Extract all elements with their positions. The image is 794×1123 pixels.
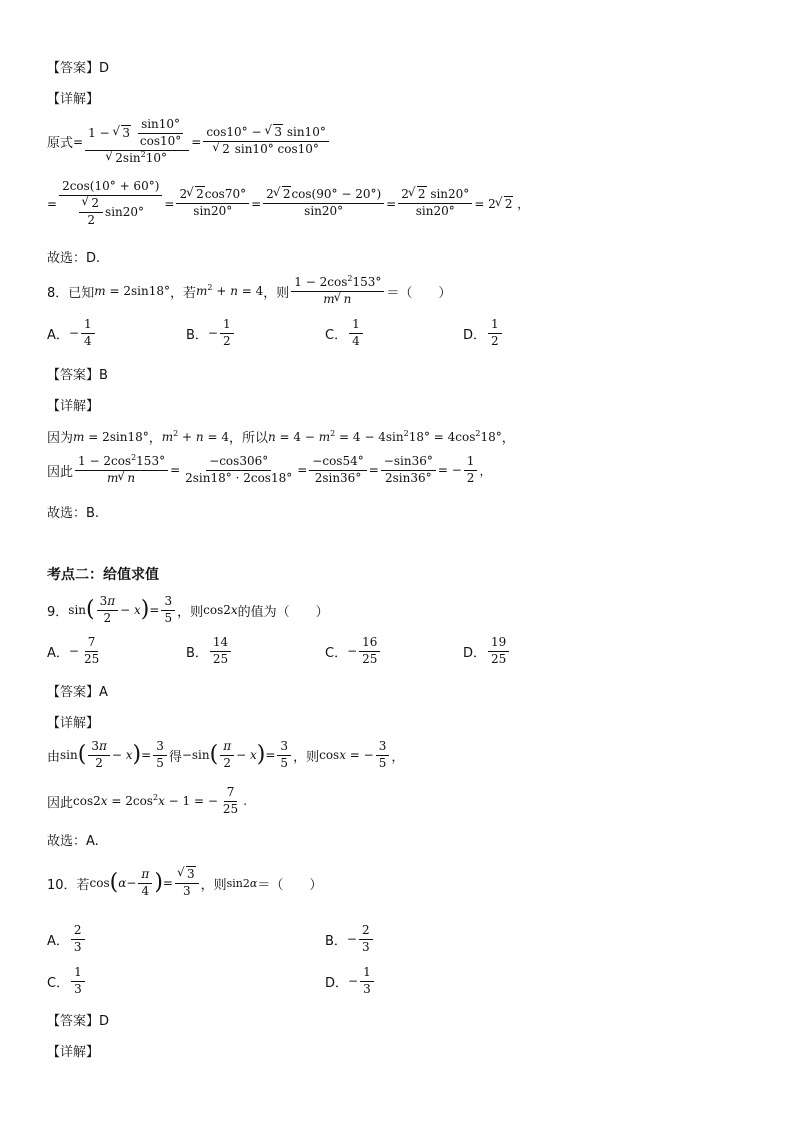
q10-option-a[interactable]: A． $\frac{2}{3}$ bbox=[47, 924, 87, 955]
q8-detail-label: 【详解】 bbox=[47, 399, 100, 414]
q9-line2: 因此 $\cos 2x = 2\cos^2x - 1$ = − $\frac{7}{25}$ . bbox=[47, 785, 248, 816]
choose-value: D. bbox=[86, 251, 101, 266]
option-label: D． bbox=[463, 327, 487, 343]
q7-line2: = 2cos(10° + 60°) √ $\frac{2}{2}$ sin20° = $\frac{2√ 2\cos 70^\circ}{\sin 20^\circ}$ = $\frac{2√ 2\cos(90^\circ - 20^\circ)}{\sin 20^\circ}$ = $\frac{2√ 2 \sin 20^\circ}{\sin 20^\circ}$ = 2√ 2 ， bbox=[47, 180, 529, 227]
q8-line2: 因此 $\frac{1 - 2\cos^2153^\circ}{m√ n}$ = $\frac{-\cos 306^\circ}{2\sin 18^\circ \cdot 2\cos 18^\circ}$ = $\frac{-\cos 54^\circ}{2\sin 36^\circ}$ = $\frac{-\sin 36^\circ}{2\sin 36^\circ}$ = − $\frac{1}{2}$ ， bbox=[47, 455, 491, 486]
q8-option-b[interactable]: B． − $\frac{1}{2}$ bbox=[186, 318, 236, 349]
q8-option-c[interactable]: C． $\frac{1}{4}$ bbox=[325, 318, 365, 349]
q8-choose bbox=[47, 502, 99, 521]
choose-label: 故选： bbox=[47, 251, 87, 266]
answer-value: D bbox=[99, 61, 110, 76]
therefore-label: 因此 bbox=[47, 464, 74, 480]
q9-detail-label: 【详解】 bbox=[47, 716, 100, 731]
q7-choose bbox=[47, 247, 100, 266]
option-label: D． bbox=[463, 645, 487, 661]
original-label: 原式 bbox=[47, 136, 74, 152]
paren-label: ＝（ ） bbox=[257, 877, 323, 893]
option-label: C． bbox=[47, 975, 70, 991]
q9-number: 9． bbox=[47, 604, 69, 620]
answer-value: D bbox=[99, 1014, 110, 1029]
then-label: 则 bbox=[306, 749, 320, 765]
q8-line1: 因为 m = 2sin18° ， $m^2 + n = 4$ ， 所以 $n = 4 - m^2 = 4 - 4\sin^218^\circ = 4\cos^218^\circ$ ， bbox=[47, 428, 515, 446]
q10-option-c[interactable]: C． $\frac{1}{3}$ bbox=[47, 966, 87, 997]
q7-frac2: cos10° − √ 3 sin10° √ 2 sin10° cos10° bbox=[203, 126, 329, 157]
q9-line1: 由 sin ( $\frac{3\pi}{2}$ − x ) = $\frac{3}{5}$ 得 −sin ( $\frac{\pi}{2}$ − x ) = $\frac{3}{5}$ ， 则 cosx = − $\frac{3}{5}$ ， bbox=[47, 739, 405, 770]
answer-label: 【答案】 bbox=[47, 61, 100, 76]
then-label: 则 bbox=[276, 285, 290, 301]
q8-option-d[interactable]: D． $\frac{1}{2}$ bbox=[463, 318, 504, 349]
option-label: B． bbox=[325, 933, 347, 949]
option-label: A． bbox=[47, 933, 69, 949]
option-label: D． bbox=[325, 975, 349, 991]
answer-value: A bbox=[99, 685, 108, 700]
q8-question: 8． 已知 m = 2sin18° ， 若 $m^2 + n = 4$ ， 则 $\frac{1 - 2\cos^2153^\circ}{m√ n}$ ＝（ ） bbox=[47, 276, 451, 307]
q8-number: 8． bbox=[47, 285, 69, 301]
q9-option-a[interactable]: A． − $\frac{7}{25}$ bbox=[47, 635, 100, 666]
so-label: 所以 bbox=[241, 431, 268, 446]
q10-detail-label: 【详解】 bbox=[47, 1045, 100, 1060]
option-label: B． bbox=[186, 327, 208, 343]
known-label: 已知 bbox=[68, 285, 95, 301]
q7-detail-label: 【详解】 bbox=[47, 92, 100, 107]
option-label: B． bbox=[186, 645, 208, 661]
then-label: 则 bbox=[190, 604, 204, 620]
q9-option-c[interactable]: C． − $\frac{16}{25}$ bbox=[325, 636, 382, 667]
option-label: C． bbox=[325, 327, 348, 343]
q7-frac1: 1 − √ 3 $\frac{\sin 10^\circ}{\cos 10^\circ}$ √ $2\sin^210^\circ$ bbox=[85, 118, 189, 165]
therefore-label: 因此 bbox=[47, 795, 74, 811]
q9-option-d[interactable]: D． $\frac{19}{25}$ bbox=[463, 636, 511, 667]
q8-answer bbox=[47, 364, 108, 383]
q10-question: 10．若 cos ( α − $\frac{\pi}{4}$ ) = √ $\frac{3}{3}$ ， 则 sin2α ＝（ ） bbox=[47, 868, 322, 899]
answer-label: 【答案】 bbox=[47, 1014, 100, 1029]
q10-answer bbox=[47, 1010, 109, 1029]
choose-label: 故选： bbox=[47, 506, 87, 521]
option-label: A． bbox=[47, 327, 69, 343]
choose-value: B. bbox=[86, 506, 100, 521]
value-of-label: 的值为（ ） bbox=[237, 604, 329, 620]
from-label: 由 bbox=[47, 749, 61, 765]
q8-option-a[interactable]: A． − $\frac{1}{4}$ bbox=[47, 318, 97, 349]
choose-label: 故选： bbox=[47, 834, 87, 849]
then-label: 则 bbox=[213, 877, 227, 893]
answer-label: 【答案】 bbox=[47, 685, 100, 700]
choose-value: A. bbox=[86, 834, 99, 849]
if-label: 若 bbox=[183, 285, 197, 301]
q10-option-d[interactable]: D． − $\frac{1}{3}$ bbox=[325, 966, 376, 997]
option-label: C． bbox=[325, 645, 348, 661]
answer-value: B bbox=[99, 368, 108, 383]
q9-answer bbox=[47, 681, 108, 700]
q9-option-b[interactable]: B． $\frac{14}{25}$ bbox=[186, 636, 233, 667]
q7-answer bbox=[47, 57, 109, 76]
get-label: 得 bbox=[168, 749, 182, 765]
q7-line1: 原式 = 1 − √ 3 $\frac{\sin 10^\circ}{\cos 10^\circ}$ √ $2\sin^210^\circ$ = cos10° − √ 3 sin10° √ 2 sin10° cos10° bbox=[47, 118, 331, 165]
answer-label: 【答案】 bbox=[47, 368, 100, 383]
section-title: 考点二：给值求值 bbox=[47, 567, 159, 583]
q10-number: 10．若 bbox=[47, 877, 90, 893]
q9-question: 9． sin ( $\frac{3\pi}{2}$ − x ) = $\frac{3}{5}$ ， 则 cos2x 的值为（ ） bbox=[47, 594, 329, 625]
q9-choose bbox=[47, 830, 99, 849]
q10-option-b[interactable]: B． − $\frac{2}{3}$ bbox=[325, 924, 375, 955]
paren-label: ＝（ ） bbox=[386, 285, 452, 301]
option-label: A． bbox=[47, 645, 69, 661]
because-label: 因为 bbox=[47, 431, 74, 446]
